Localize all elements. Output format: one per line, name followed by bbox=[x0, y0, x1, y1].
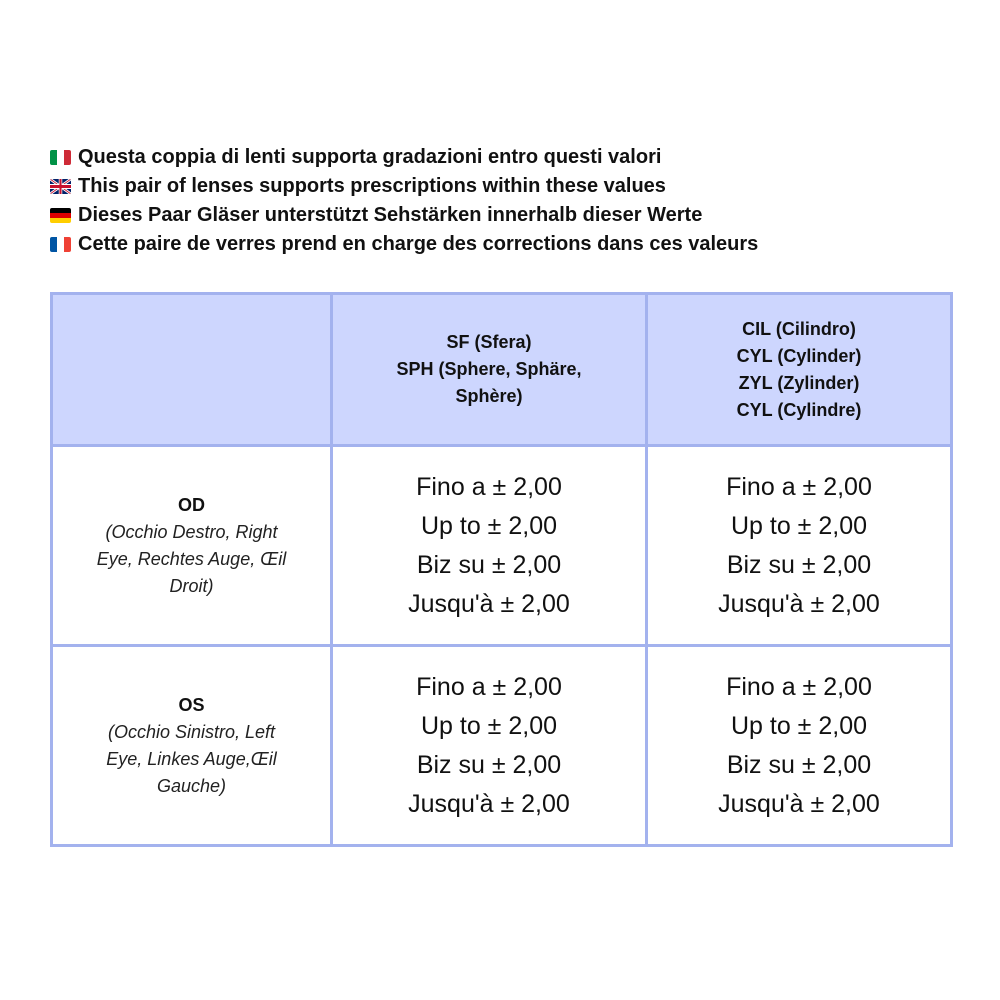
header-cylinder-line: CYL (Cylindre) bbox=[736, 399, 862, 420]
eye-desc-line: Eye, Rechtes Auge, Œil bbox=[96, 548, 287, 569]
header-cylinder-line: CIL (Cilindro) bbox=[742, 318, 856, 339]
eye-code-os: OS bbox=[178, 694, 205, 715]
header-corner-cell bbox=[52, 294, 332, 446]
eye-label-cell-od bbox=[52, 446, 332, 646]
range-value: Biz su ± 2,00 bbox=[726, 750, 872, 779]
header-sphere-line: Sphère) bbox=[455, 386, 523, 406]
italy-flag-icon bbox=[50, 150, 71, 165]
cylinder-range-cell-od bbox=[647, 446, 952, 646]
range-value: Fino a ± 2,00 bbox=[726, 472, 872, 501]
intro-text-french: Cette paire de verres prend en charge des corrections dans ces valeurs bbox=[78, 233, 759, 255]
eye-desc-line: (Occhio Destro, Right bbox=[105, 521, 278, 542]
range-value: Up to ± 2,00 bbox=[730, 511, 868, 540]
intro-line-german bbox=[50, 201, 758, 230]
intro-text-english: This pair of lenses supports prescriptions within these values bbox=[78, 175, 666, 197]
intro-text-block bbox=[50, 143, 758, 259]
range-value: Up to ± 2,00 bbox=[420, 711, 558, 740]
intro-text-italian: Questa coppia di lenti supporta gradazioni entro questi valori bbox=[78, 146, 662, 168]
eye-desc-line: Gauche) bbox=[156, 775, 227, 796]
range-value: Jusqu'à ± 2,00 bbox=[718, 789, 880, 818]
range-value: Jusqu'à ± 2,00 bbox=[408, 589, 570, 618]
intro-line-italian bbox=[50, 143, 758, 172]
sphere-range-cell-os bbox=[332, 646, 647, 846]
header-sphere-line: SF (Sfera) bbox=[446, 332, 532, 352]
eye-desc-line: (Occhio Sinistro, Left bbox=[107, 721, 276, 742]
prescription-range-table bbox=[50, 292, 953, 847]
header-sphere-line: SPH (Sphere, Sphäre, bbox=[396, 359, 582, 379]
eye-code-od: OD bbox=[178, 494, 205, 515]
range-value: Up to ± 2,00 bbox=[420, 511, 558, 540]
germany-flag-icon bbox=[50, 208, 71, 223]
range-value: Biz su ± 2,00 bbox=[416, 750, 562, 779]
header-cylinder-cell bbox=[647, 294, 952, 446]
cylinder-range-cell-os bbox=[647, 646, 952, 846]
france-flag-icon bbox=[50, 237, 71, 252]
eye-desc-line: Droit) bbox=[169, 575, 214, 596]
eye-label-cell-os bbox=[52, 646, 332, 846]
intro-line-french bbox=[50, 230, 758, 259]
header-sphere-cell bbox=[332, 294, 647, 446]
header-cylinder-line: ZYL (Zylinder) bbox=[738, 372, 860, 393]
range-value: Jusqu'à ± 2,00 bbox=[408, 789, 570, 818]
range-value: Biz su ± 2,00 bbox=[726, 550, 872, 579]
range-value: Fino a ± 2,00 bbox=[416, 472, 562, 501]
header-cylinder-line: CYL (Cylinder) bbox=[736, 345, 862, 366]
sphere-range-cell-od bbox=[332, 446, 647, 646]
intro-text-german: Dieses Paar Gläser unterstützt Sehstärken innerhalb dieser Werte bbox=[78, 204, 703, 226]
table-row-od bbox=[52, 446, 952, 646]
range-value: Fino a ± 2,00 bbox=[726, 672, 872, 701]
table-header-row bbox=[52, 294, 952, 446]
intro-line-english bbox=[50, 172, 758, 201]
range-value: Jusqu'à ± 2,00 bbox=[718, 589, 880, 618]
uk-flag-icon bbox=[50, 179, 71, 194]
eye-desc-line: Eye, Linkes Auge,Œil bbox=[106, 748, 277, 769]
range-value: Up to ± 2,00 bbox=[730, 711, 868, 740]
table-row-os bbox=[52, 646, 952, 846]
range-value: Fino a ± 2,00 bbox=[416, 672, 562, 701]
range-value: Biz su ± 2,00 bbox=[416, 550, 562, 579]
